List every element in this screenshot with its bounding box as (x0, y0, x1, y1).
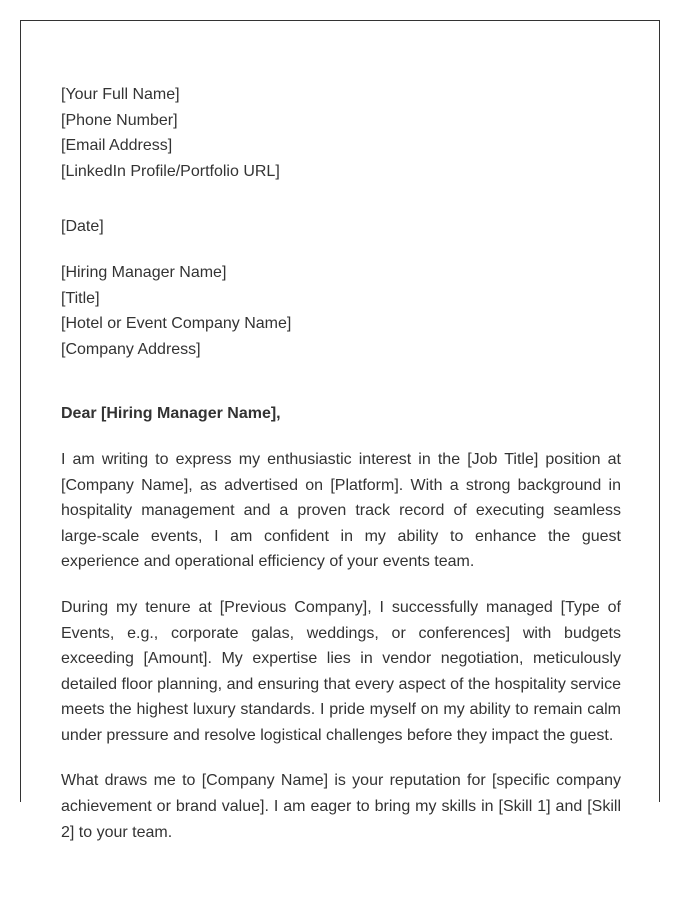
body-paragraph-1: I am writing to express my enthusiastic interest in the [Job Title] position at [Company Name], as advertised on [Platform]. With a strong background in hospitality management and a proven track record of executing seamless large-scale events, I am confident in my ability to enhance the guest experience and operational efficiency of your events team. (61, 450, 621, 571)
sender-name: [Your Full Name] (61, 86, 180, 103)
letter-content (61, 82, 621, 865)
salutation: Dear [Hiring Manager Name], (61, 405, 281, 423)
recipient-company: [Hotel or Event Company Name] (61, 315, 292, 333)
recipient-title: [Title] (61, 289, 100, 307)
letter-page (20, 20, 660, 841)
sender-linkedin: [LinkedIn Profile/Portfolio URL] (61, 162, 280, 180)
spacer (61, 184, 621, 214)
sender-block (61, 82, 621, 184)
sender-email: [Email Address] (61, 137, 173, 155)
sender-phone: [Phone Number] (61, 111, 178, 129)
recipient-address: [Company Address] (61, 340, 201, 358)
spacer (61, 362, 621, 401)
recipient-name: [Hiring Manager Name] (61, 263, 227, 281)
date-block (61, 214, 621, 240)
body-paragraph-3: What draws me to [Company Name] is your reputation for [specific company achievement or brand value]. I am eager to bring my skills in [Skill 1] and [Skill 2] to your team. (61, 772, 621, 841)
letter-date: [Date] (61, 218, 104, 236)
body-paragraph-2: During my tenure at [Previous Company], I successfully managed [Type of Events, e.g., corporate galas, weddings, or conferences] with budgets exceeding [Amount]. My expertise lies in vendor negotiation, meticulously detailed floor planning, and ensuring that every aspect of the hospitality service meets the highest luxury standards. I pride myself on my ability to remain calm under pressure and resolve logistical challenges before they impact the guest. (61, 598, 621, 744)
recipient-block (61, 260, 621, 362)
spacer (61, 240, 621, 260)
